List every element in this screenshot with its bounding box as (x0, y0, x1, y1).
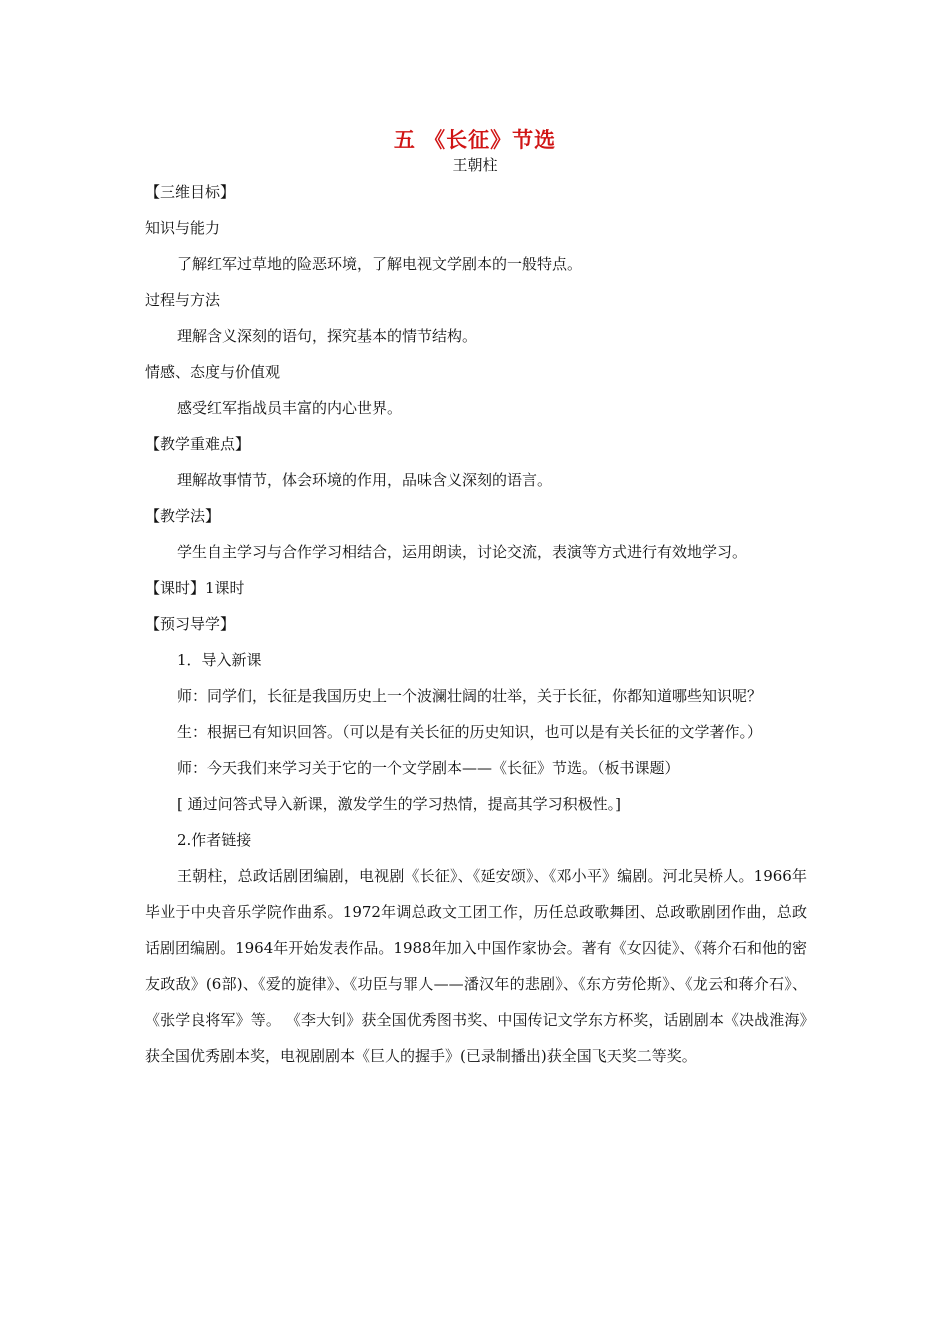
heading-line: 【预习导学】 (145, 615, 236, 633)
paragraph-teacher-intro: 师：同学们，长征是我国历史上一个波澜壮阔的壮举，关于长征，你都知道哪些知识呢？ (177, 687, 763, 705)
document-title: 五 《长征》节选 (393, 128, 557, 152)
heading-line: 情感、态度与价值观 (145, 363, 281, 381)
heading-line: 过程与方法 (145, 291, 221, 309)
body-line: 了解红军过草地的险恶环境，了解电视文学剧本的一般特点。 (177, 255, 583, 273)
body-line: 理解故事情节，体会环境的作用，品味含义深刻的语言。 (177, 471, 553, 489)
paragraph-design-note: [ 通过问答式导入新课，激发学生的学习热情，提高其学习积极性。] (177, 795, 621, 813)
paragraph-author-bio: 王朝柱，总政话剧团编剧，电视剧《长征》、《延安颂》、《邓小平》编剧。河北吴桥人。1966年毕业于中央音乐学院作曲系。1972年调总政文工团工作，历任总政歌舞团、总政歌剧团作曲，总政话剧团编剧。1964年开始发表作品。1988年加入中国作家协会。著有《女囚徒》、《蒋介石和他的密友政敌》(6部)、《爱的旋律》、《功臣与罪人——潘汉年的悲剧》、《东方劳伦斯》、《龙云和蒋介石》、《张学良将军》等。 《李大钊》获全国优秀图书奖、中国传记文学东方杯奖，话剧剧本《决战淮海》获全国优秀剧本奖，电视剧剧本《巨人的握手》(已录制播出)获全国飞天奖二等奖。 (145, 867, 807, 1065)
heading-line: 【教学重难点】 (145, 435, 251, 453)
body-line: 1．导入新课 (177, 651, 262, 669)
outline-lines (145, 174, 807, 678)
body-line: 感受红军指战员丰富的内心世界。 (177, 399, 403, 417)
heading-line: 知识与能力 (145, 219, 221, 237)
heading-line: 【三维目标】 (145, 183, 236, 201)
section-author-link: 2.作者链接 (177, 831, 252, 849)
document-author: 王朝柱 (452, 156, 498, 174)
document-body (145, 174, 807, 1074)
body-line: 理解含义深刻的语句，探究基本的情节结构。 (177, 327, 478, 345)
heading-line: 【教学法】 (145, 507, 221, 525)
body-line: 学生自主学习与合作学习相结合，运用朗读，讨论交流，表演等方式进行有效地学习。 (177, 543, 748, 561)
heading-line: 【课时】1课时 (145, 579, 245, 597)
paragraph-teacher-topic: 师：今天我们来学习关于它的一个文学剧本——《长征》节选。（板书课题） (177, 759, 680, 777)
paragraph-student-answer: 生：根据已有知识回答。（可以是有关长征的历史知识，也可以是有关长征的文学著作。） (177, 723, 763, 741)
